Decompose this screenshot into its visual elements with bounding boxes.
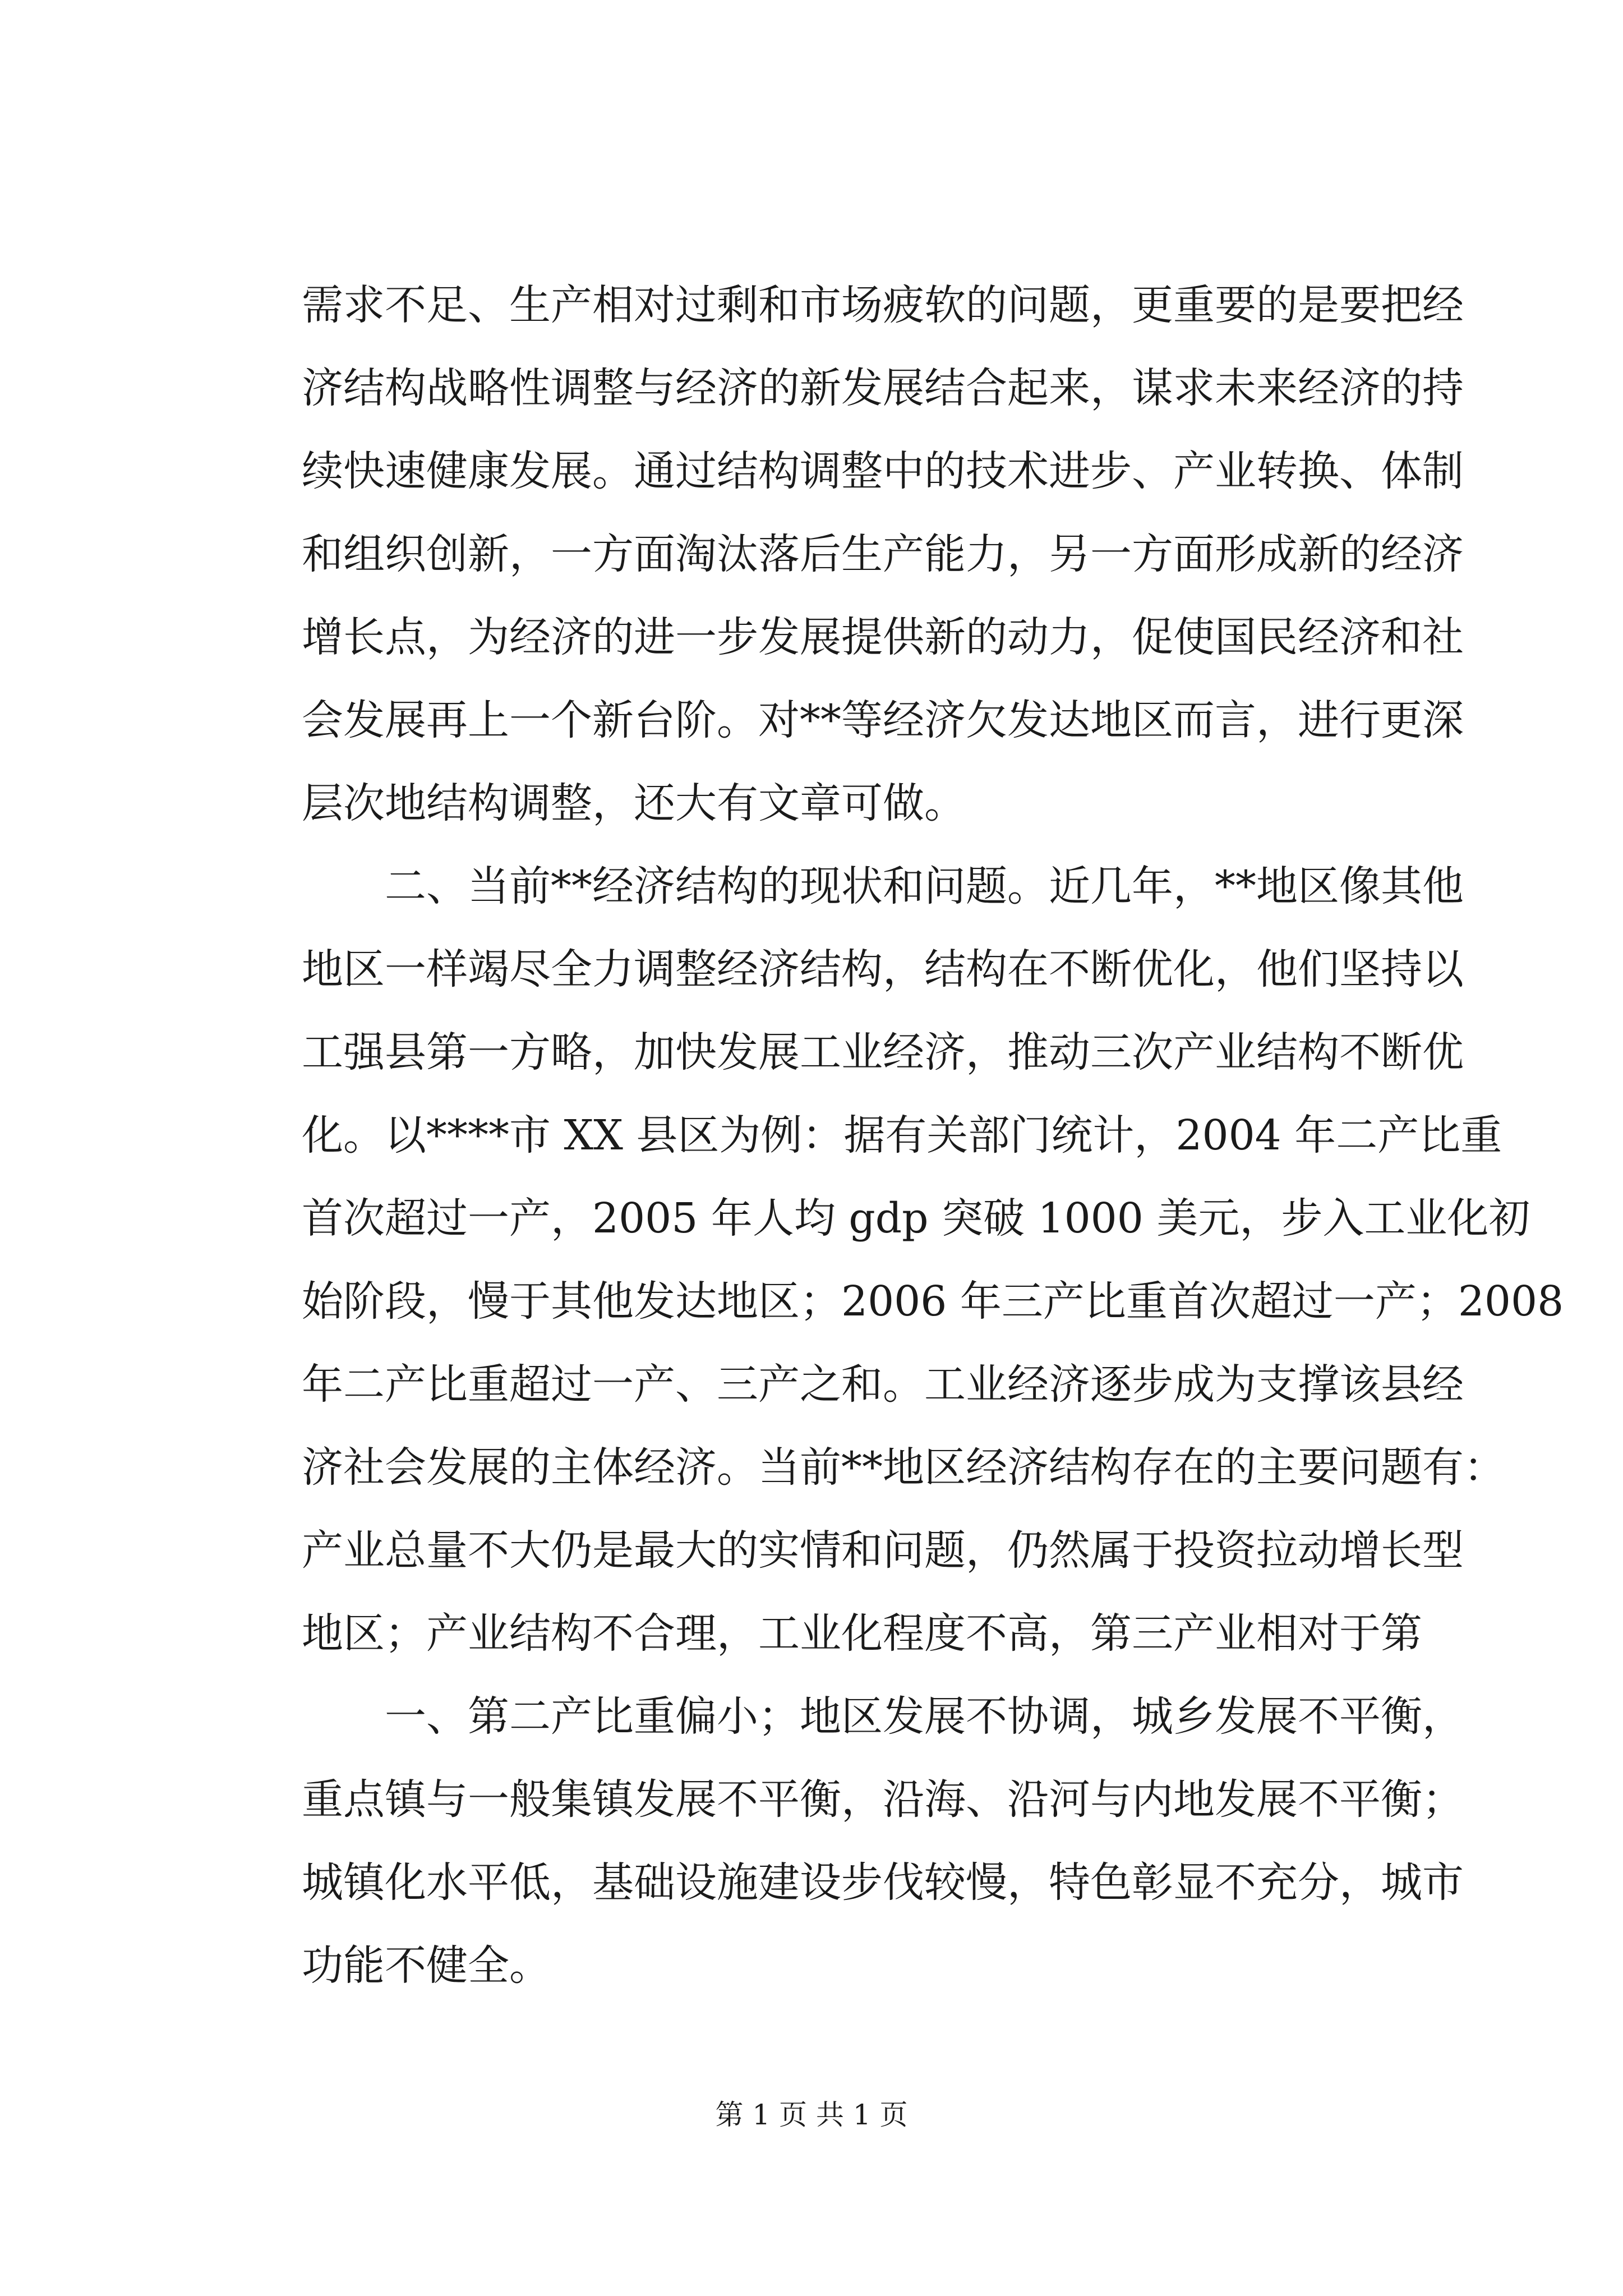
text-line: 需求不足、生产相对过剩和市场疲软的问题，更重要的是要把经 bbox=[302, 281, 1464, 329]
text-line: 济结构战略性调整与经济的新发展结合起来，谋求未来经济的持 bbox=[302, 364, 1464, 412]
text-line: 化。以****市 XX 县区为例：据有关部门统计，2004 年二产比重 bbox=[302, 1111, 1502, 1159]
text-line: 始阶段，慢于其他发达地区；2006 年三产比重首次超过一产；2008 bbox=[302, 1277, 1564, 1326]
text-line: 首次超过一产，2005 年人均 gdp 突破 1000 美元，步入工业化初 bbox=[302, 1194, 1530, 1243]
text-line: 二、当前**经济结构的现状和问题。近几年，**地区像其他 bbox=[385, 862, 1464, 910]
text-line: 地区一样竭尽全力调整经济结构，结构在不断优化，他们坚持以 bbox=[302, 945, 1464, 993]
text-line: 增长点，为经济的进一步发展提供新的动力，促使国民经济和社 bbox=[302, 613, 1464, 661]
text-line: 工强县第一方略，加快发展工业经济，推动三次产业结构不断优 bbox=[302, 1028, 1464, 1076]
text-line: 重点镇与一般集镇发展不平衡，沿海、沿河与内地发展不平衡； bbox=[302, 1775, 1464, 1824]
document-body bbox=[302, 264, 1564, 2007]
text-line: 产业总量不大仍是最大的实情和问题，仍然属于投资拉动增长型 bbox=[302, 1526, 1464, 1575]
text-line: 地区；产业结构不合理，工业化程度不高，第三产业相对于第 bbox=[302, 1609, 1422, 1658]
text-line: 年二产比重超过一产、三产之和。工业经济逐步成为支撑该县经 bbox=[302, 1360, 1464, 1409]
text-line: 层次地结构调整，还大有文章可做。 bbox=[302, 779, 966, 827]
text-line: 和组织创新，一方面淘汰落后生产能力，另一方面形成新的经济 bbox=[302, 530, 1464, 578]
page-footer: 第 1 页 共 1 页 bbox=[715, 2099, 908, 2131]
text-line: 一、第二产比重偏小；地区发展不协调，城乡发展不平衡， bbox=[385, 1692, 1464, 1741]
text-line: 济社会发展的主体经济。当前**地区经济结构存在的主要问题有： bbox=[302, 1443, 1505, 1492]
text-line: 功能不健全。 bbox=[302, 1941, 551, 1990]
text-line: 城镇化水平低，基础设施建设步伐较慢，特色彰显不充分，城市 bbox=[302, 1858, 1464, 1907]
text-line: 会发展再上一个新台阶。对**等经济欠发达地区而言，进行更深 bbox=[302, 696, 1464, 744]
text-line: 续快速健康发展。通过结构调整中的技术进步、产业转换、体制 bbox=[302, 447, 1464, 495]
